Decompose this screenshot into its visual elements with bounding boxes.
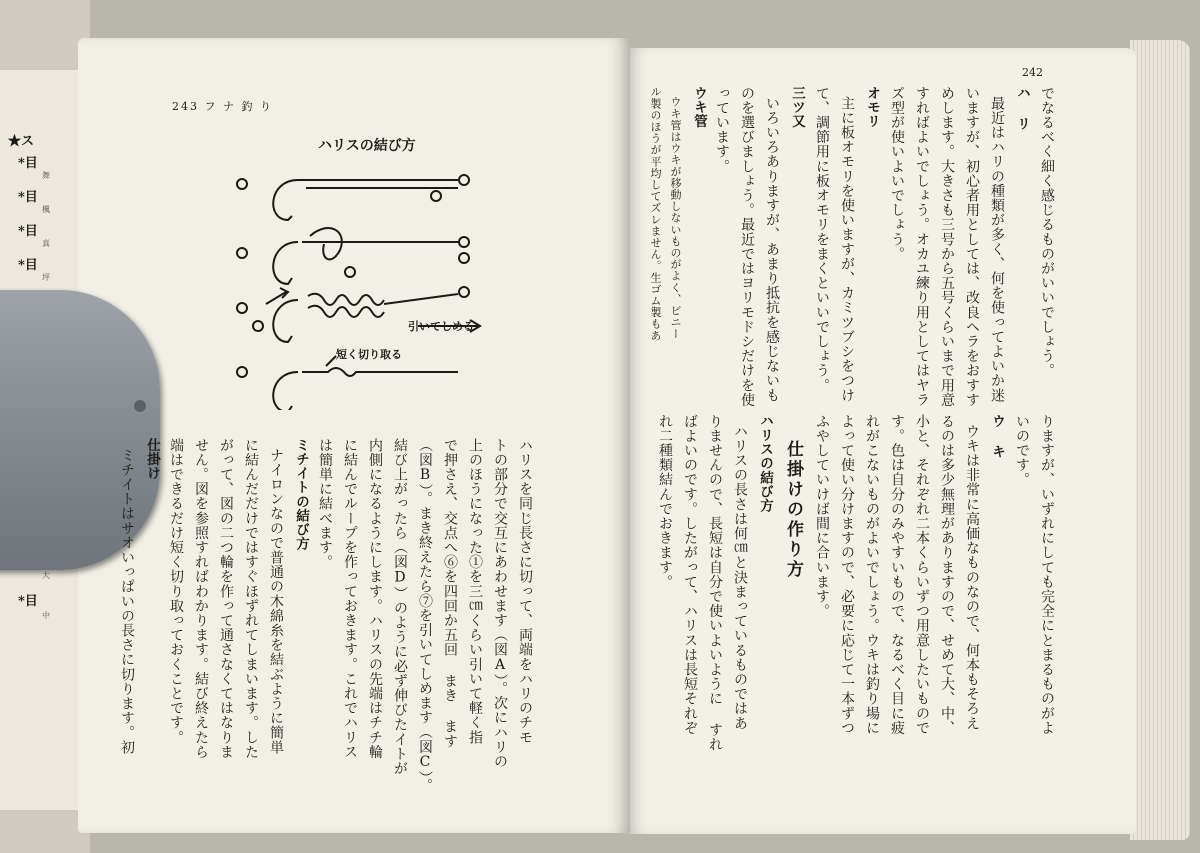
prev-line: *目 — [18, 156, 38, 171]
left-text-column: （図B）。まき終えたら⑦を引いてしめます（図C）。 — [417, 438, 433, 793]
right-text-column: ばよいのです。したがって、ハリスは長短それぞ — [682, 414, 698, 736]
right-text-column: ル製のほうが平均してズレません。生ゴム製もあ — [649, 86, 662, 342]
left-page-header: 243 フ ナ 釣 り — [172, 100, 273, 113]
prev-sub: 真 — [42, 239, 50, 248]
right-text-column: ウキ管はウキが移動しないものがよく、ビニー — [669, 96, 682, 340]
left-text-column: せん。図を参照すればわかります。結び終えたら — [193, 438, 209, 760]
prev-sub: 大 — [42, 571, 50, 580]
right-text-column: て、調節用に板オモリをまくといいでしょう。 — [814, 86, 830, 393]
left-text-column: 上のほうになった①を三㎝くらい引いて軽く指 — [467, 438, 483, 745]
left-text-column: ナイロンなので普通の木綿糸を結ぶように簡単 — [268, 448, 284, 755]
left-text-column: ハリスを同じ長さに切って、両端をハリのチモ — [517, 438, 533, 745]
right-text-column: 主に板オモリを使いますが、カミツブシをつけ — [839, 96, 855, 403]
right-text-column: す。色は自分のみやすいもので、なるべく目に疲 — [889, 414, 905, 736]
prev-line: *目 — [18, 594, 38, 609]
prev-line: *目 — [18, 224, 38, 239]
right-text-column: のを選びましょう。最近ではヨリモドシだけを使 — [739, 86, 755, 408]
right-text-column: っています。 — [714, 86, 730, 174]
right-text-column: るのは多少無理がありますので、せめて大、中、 — [939, 414, 955, 736]
prev-sub: 楓 — [42, 205, 50, 214]
right-text-column: ウキは非常に高価なものなので、何本もそろえ — [964, 424, 980, 731]
right-text-column: よって使い分けますので、必要に応じて一本ずつ — [839, 414, 855, 736]
right-text-column: りませんので、長短は自分で使いよいように すれ — [707, 414, 723, 752]
subheading-mitsumata: 三ツ又 — [789, 86, 805, 129]
section-heading-michiito: ミチイトの結び方 — [293, 438, 309, 551]
prev-line: *目 — [18, 258, 38, 273]
right-text-column: ズ型が使いよいでしょう。 — [889, 86, 905, 262]
circle-labels-left — [237, 179, 247, 377]
left-text-column: に結んでループを作っておきます。これでハリス — [342, 438, 358, 760]
subheading-harisu: ハリスの結び方 — [757, 414, 773, 513]
prev-sub: 中 — [42, 611, 50, 620]
right-text-column: いのです。 — [1014, 414, 1030, 487]
right-text-column: りますが、いずれにしても完全にとまるものがよ — [1039, 414, 1055, 736]
right-text-column: れ二種類結んでおきます。 — [657, 414, 673, 590]
right-text-column: れがこないものがよいでしょう。ウキは釣り場に — [864, 414, 880, 736]
left-text-column: トの部分で交互にあわせます（図A）。次にハリの — [492, 438, 508, 769]
subheading-hari: ハ リ — [1014, 86, 1030, 131]
knot-figure — [228, 160, 488, 410]
prev-sub: 坪 — [42, 273, 50, 282]
section-heading-shikake-tsukurikata: 仕掛けの作り方 — [783, 440, 803, 580]
right-page-header: 242 — [1022, 66, 1043, 79]
subheading-ukikan: ウキ管 — [691, 86, 707, 129]
prev-sub: 舞 — [42, 171, 50, 180]
left-text-column: に結んだだけではすぐほずれてしまいます。した — [243, 438, 259, 760]
right-text-column: 小と、それぞれ二本くらいずつ用意したいもので — [914, 414, 930, 736]
section-heading-shikake: 仕掛け — [144, 438, 160, 481]
right-text-column: めします。大きさも三号から五号くらいまで用意 — [939, 86, 955, 408]
right-text-column: いますが、初心者用としては、改良ヘラをおすす — [964, 86, 980, 408]
right-text-column: いろいろありますが、あまり抵抗を感じないも — [764, 96, 780, 403]
figure-note-pull: 引いてしめる — [408, 320, 474, 333]
left-text-column: 結び上がったら（図D）のように必ず伸びたイトが — [392, 438, 408, 776]
left-text-column: 内側になるようにします。ハリスの先端はチチ輪 — [367, 438, 383, 760]
right-text-column: でなるべく細く感じるものがいいでしょう。 — [1039, 86, 1055, 378]
subheading-uki: ウ キ — [989, 414, 1005, 459]
right-text-column: 最近はハリの種類が多く、何を使ってよいか迷 — [989, 96, 1005, 403]
prev-line: ★ス — [8, 134, 35, 149]
left-text-column: は簡単に結べます。 — [317, 438, 333, 570]
right-text-column: ハリスの長さは何㎝と決まっているものではあ — [732, 424, 748, 731]
figure-title: ハリスの結び方 — [318, 138, 416, 154]
left-text-column: がって、図の二つ輪を作って通さなくてはなりま — [218, 438, 234, 760]
right-text-column: ふやしていけば間に合います。 — [814, 414, 830, 619]
subheading-omori: オモリ — [864, 86, 880, 129]
left-text-column: 端はできるだけ短く切り取っておくことです。 — [168, 438, 184, 745]
page-stack-edge — [1130, 40, 1190, 840]
figure-note-cut: 短く切り取る — [336, 348, 402, 361]
left-text-column: で押さえ、交点へ⑥を四回か五回 まき ます — [442, 438, 458, 749]
left-text-column: ミチイトはサオいっぱいの長さに切ります。初 — [119, 448, 135, 755]
right-text-column: すればよいでしょう。オカユ練り用としてはヤラ — [914, 86, 930, 408]
prev-line: *目 — [18, 190, 38, 205]
